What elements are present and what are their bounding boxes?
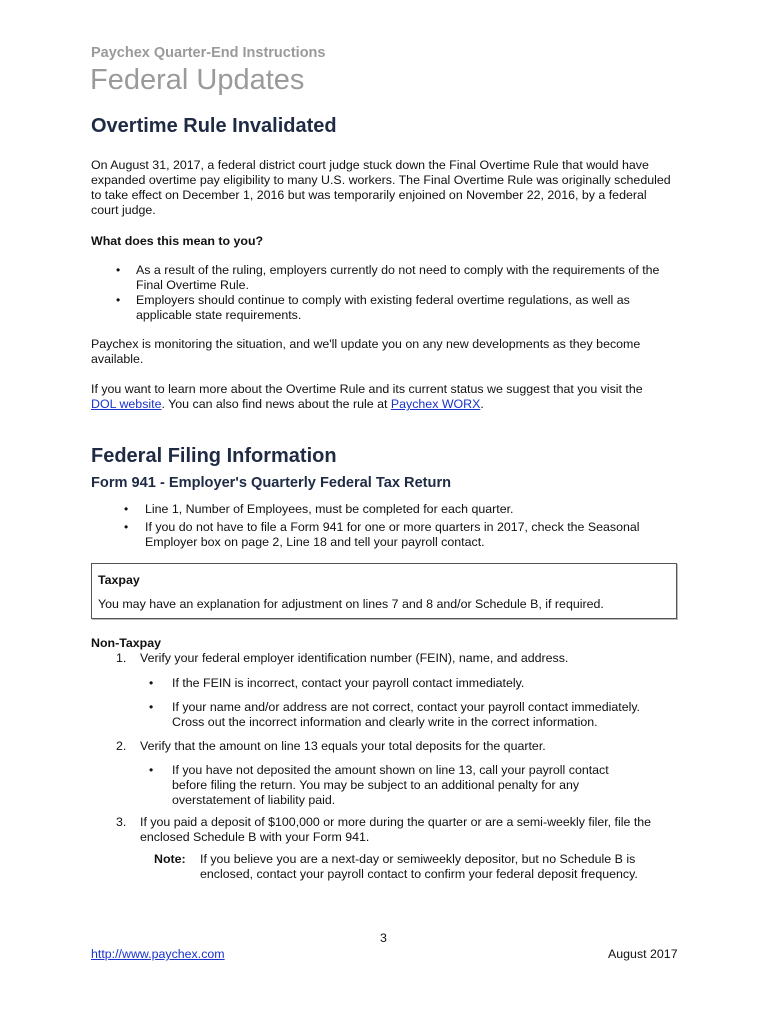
overtime-intro-paragraph [91,158,691,218]
step-text: Verify that the amount on line 13 equals your total deposits for the quarter. [140,739,546,753]
form-941-heading: Form 941 - Employer's Quarterly Federal Tax Return [91,475,452,491]
taxpay-text: You may have an explanation for adjustment on lines 7 and 8 and/or Schedule B, if required. [98,597,604,611]
page-title: Federal Updates [90,64,305,96]
list-item [136,293,696,323]
list-item [136,263,696,293]
page-number: 3 [380,931,387,945]
step-text [140,815,700,845]
text-fragment: . You can also find news about the rule at [161,397,391,411]
text-line: enclosed Schedule B with your Form 941. [140,830,370,844]
list-item [145,520,695,550]
dol-website-link[interactable]: DOL website [91,397,162,411]
text-line: enclosed, contact your payroll contact to confirm your federal deposit frequency. [200,867,638,881]
text-line: If you believe you are a next-day or semiweekly depositor, but no Schedule B is [200,852,636,866]
text-line: If you do not have to file a Form 941 for one or more quarters in 2017, check the Seasonal [145,520,640,534]
taxpay-title: Taxpay [98,573,140,587]
step-number: 2. [116,739,127,753]
text-line: before filing the return. You may be subject to an additional penalty for any [172,778,580,792]
step-number: 3. [116,815,127,829]
text-line: If you want to learn more about the Overtime Rule and its current status we suggest that you visit the [91,382,643,396]
text-line: As a result of the ruling, employers currently do not need to comply with the requirements of the [136,263,660,277]
text-line: court judge. [91,203,156,217]
text-line: Paychex is monitoring the situation, and we'll update you on any new developments as they become [91,337,641,351]
overtime-heading: Overtime Rule Invalidated [91,115,337,137]
bullet-icon: • [116,293,121,307]
non-taxpay-heading: Non-Taxpay [91,636,161,650]
text-line: Final Overtime Rule. [136,278,249,292]
bullet-icon: • [124,502,129,516]
text-line: to take effect on December 1, 2016 but was temporarily enjoined on November 22, 2016, by a federal [91,188,647,202]
taxpay-box [91,563,677,619]
footer-date: August 2017 [608,947,678,961]
text-line: On August 31, 2017, a federal district court judge stuck down the Final Overtime Rule that would have [91,158,649,172]
text-line: available. [91,352,144,366]
bullet-icon: • [116,263,121,277]
question-heading: What does this mean to you? [91,234,264,248]
bullet-icon: • [124,520,129,534]
text-line: If you paid a deposit of $100,000 or more during the quarter or are a semi-weekly filer, file the [140,815,652,829]
footer-url-link[interactable]: http://www.paychex.com [91,947,225,961]
step-number: 1. [116,651,127,665]
list-item: If the FEIN is incorrect, contact your payroll contact immediately. [172,676,525,690]
text-line: applicable state requirements. [136,308,302,322]
text-line: overstatement of liability paid. [172,793,336,807]
bullet-icon: • [149,700,154,714]
note-label: Note: [154,852,186,866]
text-fragment: . [480,397,484,411]
paychex-worx-link[interactable]: Paychex WORX [390,397,481,411]
bullet-icon: • [149,763,154,777]
text-line: If you have not deposited the amount shown on line 13, call your payroll contact [172,763,609,777]
filing-heading: Federal Filing Information [91,445,337,467]
text-line: If your name and/or address are not correct, contact your payroll contact immediately. [172,700,641,714]
step-text: Verify your federal employer identification number (FEIN), name, and address. [140,651,569,665]
learn-more-paragraph [91,382,691,412]
note-text [200,852,700,882]
document-kicker: Paychex Quarter-End Instructions [91,45,326,61]
text-line: Employers should continue to comply with existing federal overtime regulations, as well as [136,293,630,307]
text-line: Employer box on page 2, Line 18 and tell your payroll contact. [145,535,485,549]
list-item: Line 1, Number of Employees, must be completed for each quarter. [145,502,514,516]
text-line [91,397,691,412]
monitoring-paragraph [91,337,691,367]
list-item [172,700,692,730]
text-line: expanded overtime pay eligibility to many U.S. workers. The Final Overtime Rule was originally scheduled [91,173,671,187]
bullet-icon: • [149,676,154,690]
text-line: Cross out the incorrect information and clearly write in the correct information. [172,715,598,729]
list-item [172,763,692,808]
